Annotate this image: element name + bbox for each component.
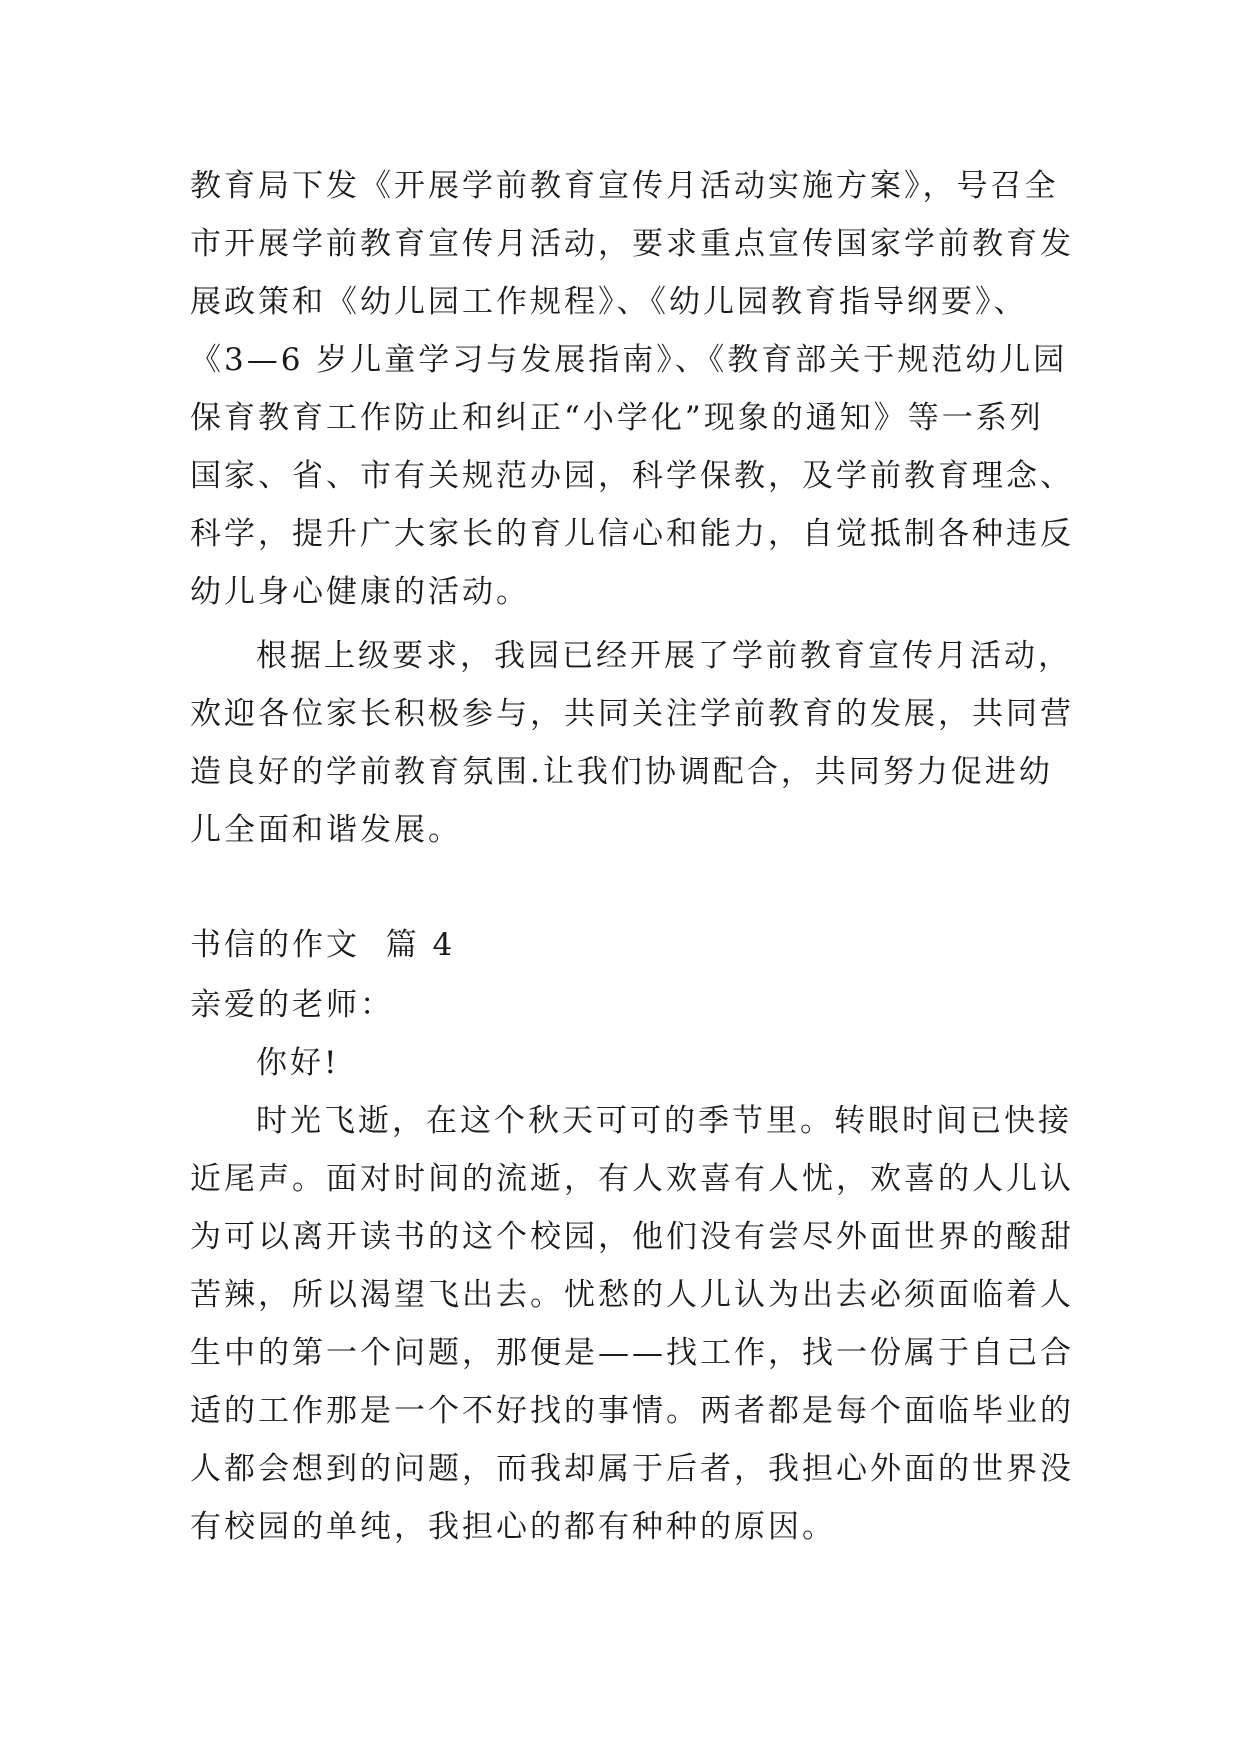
section-heading: [190, 916, 1070, 974]
greeting: 你好!: [256, 1045, 340, 1081]
text-line: 保育教育工作防止和纠正“小学化”现象的通知》等一系列: [190, 400, 1044, 436]
text-line: 人都会想到的问题，而我却属于后者，我担心外面的世界没: [190, 1451, 1074, 1487]
text-line: 造良好的学前教育氛围.让我们协调配合，共同努力促进幼: [190, 754, 1053, 790]
text-line: 儿全面和谐发展。: [190, 812, 462, 848]
text-line: 根据上级要求，我园已经开展了学前教育宣传月活动，: [256, 638, 1072, 674]
text-line: 国家、省、市有关规范办园，科学保教，及学前教育理念、: [190, 458, 1074, 494]
text-line: 欢迎各位家长积极参与，共同关注学前教育的发展，共同营: [190, 696, 1074, 732]
paragraph-policy: [190, 157, 1074, 621]
text-line: 生中的第一个问题，那便是——找工作，找一份属于自己合: [190, 1335, 1074, 1371]
text-line: 科学，提升广大家长的育儿信心和能力，自觉抵制各种违反: [190, 516, 1074, 552]
section-title: 书信的作文 篇 4: [190, 927, 456, 963]
text-line: 市开展学前教育宣传月活动，要求重点宣传国家学前教育发: [190, 226, 1074, 262]
text-line: 幼儿身心健康的活动。: [190, 574, 530, 610]
text-line: 《3—6 岁儿童学习与发展指南》、《教育部关于规范幼儿园: [190, 342, 1068, 378]
text-line: 适的工作那是一个不好找的事情。两者都是每个面临毕业的: [190, 1393, 1074, 1429]
text-line: 有校园的单纯，我担心的都有种种的原因。: [190, 1509, 836, 1545]
paragraph-school-activity: [190, 627, 1074, 859]
text-line: 苦辣，所以渴望飞出去。忧愁的人儿认为出去必须面临着人: [190, 1277, 1074, 1313]
text-line: 时光飞逝，在这个秋天可可的季节里。转眼时间已快接: [256, 1103, 1072, 1139]
text-line: 为可以离开读书的这个校园，他们没有尝尽外面世界的酸甜: [190, 1219, 1074, 1255]
text-line: 近尾声。面对时间的流逝，有人欢喜有人忧，欢喜的人儿认: [190, 1161, 1074, 1197]
text-line: 展政策和《幼儿园工作规程》、《幼儿园教育指导纲要》、: [190, 284, 1028, 320]
letter-body: [190, 976, 1074, 1556]
text-line: 教育局下发《开展学前教育宣传月活动实施方案》，号召全: [190, 168, 1059, 204]
salutation: 亲爱的老师：: [190, 987, 394, 1023]
